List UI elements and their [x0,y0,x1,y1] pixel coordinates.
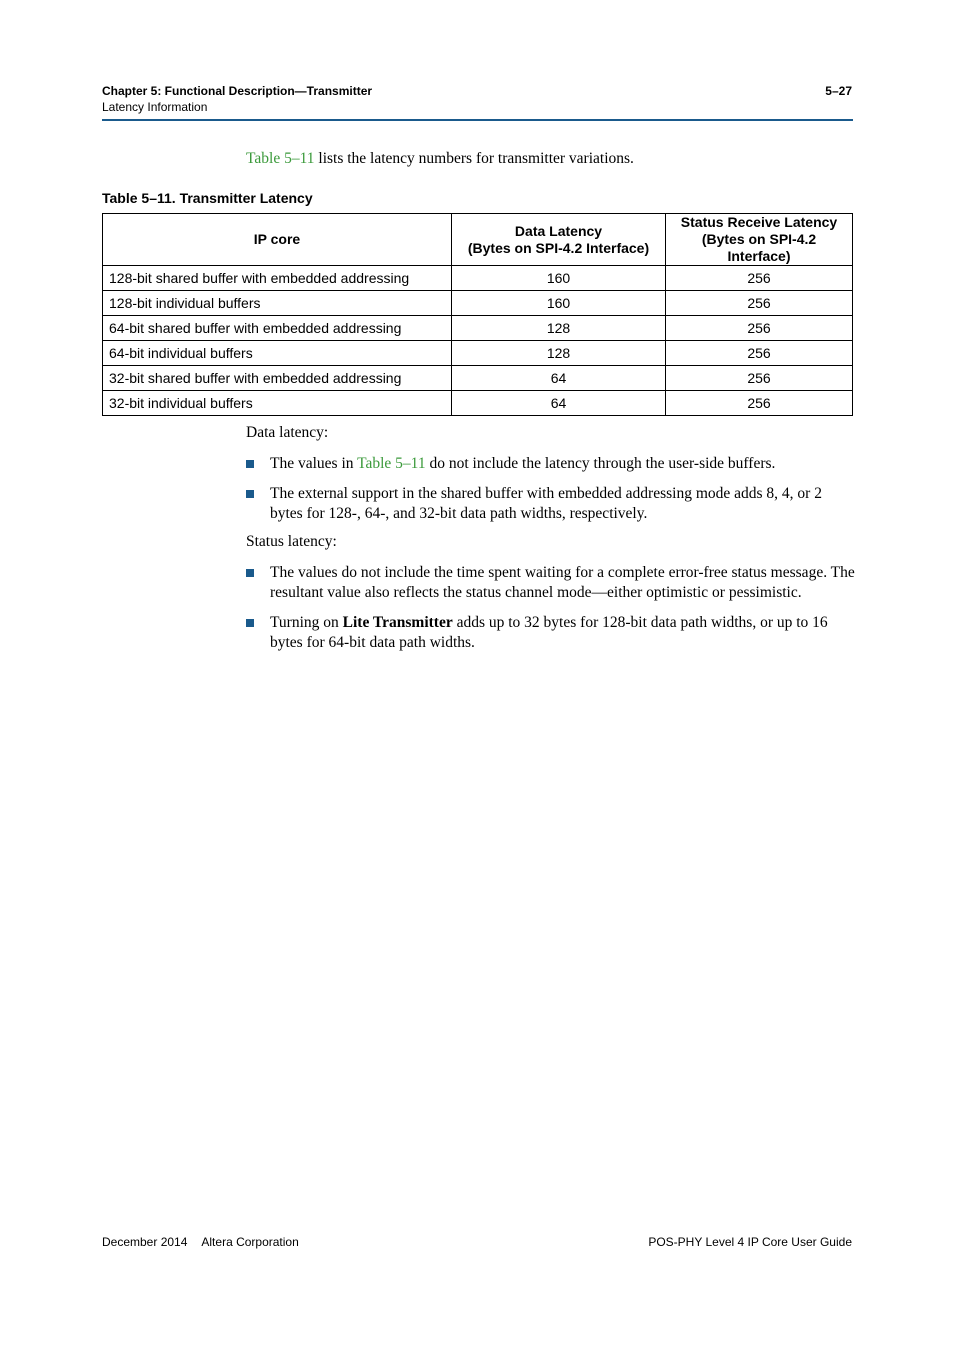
table-header-row [103,214,853,266]
cell-status-latency: 256 [666,391,853,416]
cell-ip-core: 64-bit individual buffers [103,341,452,366]
footer-company: Altera Corporation [201,1235,299,1249]
table-row [103,341,853,366]
cell-ip-core: 128-bit shared buffer with embedded addressing [103,266,452,291]
intro-text: lists the latency numbers for transmitter variations. [314,150,634,167]
table-row [103,366,853,391]
cell-data-latency: 64 [452,366,666,391]
column-header-ip-core: IP core [103,214,452,266]
cell-ip-core: 32-bit shared buffer with embedded addressing [103,366,452,391]
cell-data-latency: 160 [452,291,666,316]
latency-table [102,213,853,416]
cell-ip-core: 64-bit shared buffer with embedded addressing [103,316,452,341]
data-latency-label: Data latency: [246,424,329,441]
footer-date: December 2014 [102,1235,188,1249]
list-item: The values do not include the time spent waiting for a complete error-free status message. The resultant value also reflects the status channel mode—either optimistic or pessimistic. [246,563,856,603]
cell-status-latency: 256 [666,366,853,391]
square-bullet-icon [246,569,254,577]
running-header-section: Latency Information [102,100,208,114]
table-caption: Table 5–11. Transmitter Latency [102,190,313,206]
square-bullet-icon [246,619,254,627]
table-reference-link[interactable]: Table 5–11 [357,455,426,472]
table-reference-link[interactable]: Table 5–11 [246,150,315,167]
table-row [103,266,853,291]
status-latency-list [246,563,856,663]
cell-ip-core: 32-bit individual buffers [103,391,452,416]
cell-status-latency: 256 [666,316,853,341]
column-header-data-latency: Data Latency (Bytes on SPI-4.2 Interface) [452,214,666,266]
list-item: The external support in the shared buffer with embedded addressing mode adds 8, 4, or 2 bytes for 128-, 64-, and 32-bit data path widths, respectively. [246,484,856,524]
square-bullet-icon [246,490,254,498]
running-header-chapter: Chapter 5: Functional Description—Transmitter [102,84,373,98]
list-item: The values in Table 5–11 do not include the latency through the user-side buffers. [246,454,856,474]
status-latency-label: Status latency: [246,533,337,550]
cell-ip-core: 128-bit individual buffers [103,291,452,316]
column-header-status-latency: Status Receive Latency (Bytes on SPI-4.2 Interface) [666,214,853,266]
cell-data-latency: 128 [452,341,666,366]
table-row [103,391,853,416]
footer-left [102,1235,299,1249]
cell-status-latency: 256 [666,291,853,316]
cell-status-latency: 256 [666,341,853,366]
header-rule [102,119,853,121]
table-row [103,291,853,316]
cell-data-latency: 128 [452,316,666,341]
list-item: Turning on Lite Transmitter adds up to 32 bytes for 128-bit data path widths, or up to 16 bytes for 64-bit data path widths. [246,613,856,653]
bold-option-name: Lite Transmitter [342,614,453,631]
square-bullet-icon [246,460,254,468]
page-number: 5–27 [825,84,852,98]
data-latency-list [246,454,856,534]
table-row [103,316,853,341]
footer-doc-title: POS-PHY Level 4 IP Core User Guide [648,1235,852,1249]
intro-paragraph [246,150,634,168]
cell-data-latency: 64 [452,391,666,416]
cell-status-latency: 256 [666,266,853,291]
cell-data-latency: 160 [452,266,666,291]
